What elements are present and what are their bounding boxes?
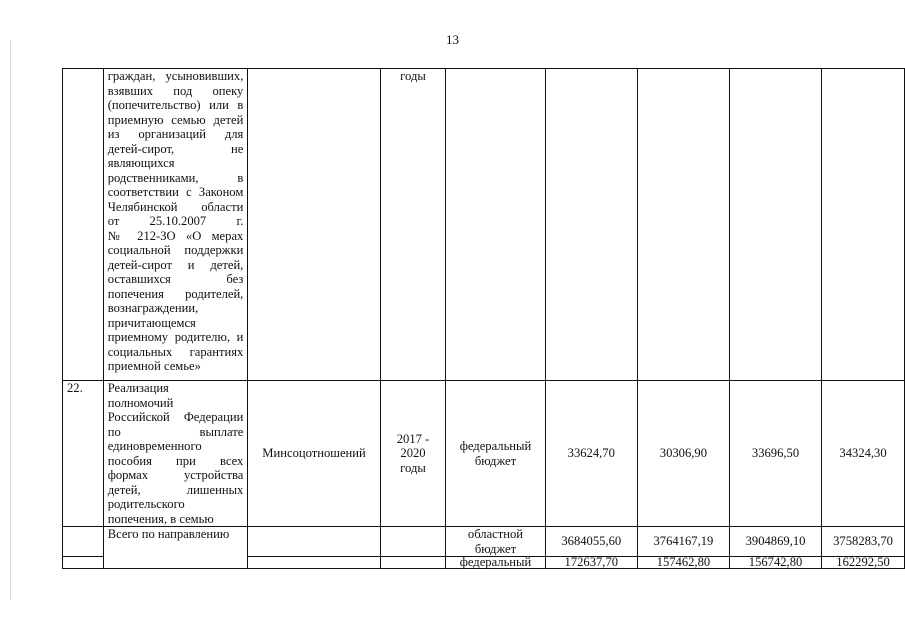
row-number-cell: [63, 69, 104, 381]
name-line: № 212-ЗО «О мерах: [107, 228, 244, 243]
funding-source-cell: [446, 381, 545, 527]
value-2017-cell: [545, 69, 637, 381]
name-line: приемную семью детей: [107, 112, 244, 127]
measure-name-cell: [103, 69, 248, 381]
table-row: [63, 381, 905, 527]
name-line: пособия при всех: [107, 453, 244, 468]
name-line: родительского: [107, 497, 185, 511]
name-line: причитающемся: [107, 315, 196, 330]
value-2017-cell: 33624,70: [545, 381, 637, 527]
name-line: Российской Федерации: [107, 410, 244, 424]
name-line: социальных гарантиях: [107, 344, 244, 359]
funding-source-cell: федеральный: [446, 557, 545, 569]
period-cell: [380, 381, 446, 527]
row-number-cell: [63, 527, 104, 557]
value-2017-cell: 172637,70: [545, 557, 637, 569]
name-line: социальной поддержки: [107, 243, 244, 257]
executor-cell: [248, 527, 380, 557]
value-2018-cell: 3764167,19: [637, 527, 729, 557]
name-line: приемной семье»: [107, 359, 201, 373]
value-2019-cell: [729, 69, 821, 381]
name-line: взявших под опеку: [107, 83, 244, 98]
measures-table: [62, 68, 905, 569]
source-line: областной: [467, 527, 524, 541]
name-line: полномочий: [107, 395, 174, 410]
executor-cell: [248, 557, 380, 569]
name-line: оставшихся без: [107, 272, 244, 286]
period-cell: [380, 557, 446, 569]
source-line: бюджет: [474, 453, 517, 468]
name-line: формах устройства: [107, 468, 244, 482]
row-number-cell: [63, 557, 104, 569]
name-line: являющихся: [107, 156, 175, 170]
name-line: единовременного: [107, 439, 202, 453]
period-line: 2017 -: [396, 431, 430, 446]
page-number: 13: [446, 32, 459, 47]
value-2019-cell: 33696,50: [729, 381, 821, 527]
name-line: Реализация: [107, 381, 169, 395]
value-2017-cell: 3684055,60: [545, 527, 637, 557]
table-row: [63, 527, 905, 557]
name-line: по выплате: [107, 424, 244, 439]
value-2018-cell: 157462,80: [637, 557, 729, 569]
executor-cell: Минсоцотношений: [248, 381, 380, 527]
name-line: Челябинской области: [107, 199, 244, 214]
period-cell: [380, 527, 446, 557]
name-line: (попечительство) или в: [107, 98, 244, 112]
period-line: 2020: [400, 446, 426, 461]
name-line: из организаций для: [107, 127, 244, 141]
value-2020-cell: [822, 69, 905, 381]
name-line: детей-сирот, не: [107, 141, 244, 156]
measure-name-cell: [103, 381, 248, 527]
value-2018-cell: [637, 69, 729, 381]
period-line: годы: [400, 460, 426, 475]
value-2020-cell: 162292,50: [822, 557, 905, 569]
name-line: граждан, усыновивших,: [107, 69, 244, 83]
name-line: попечения родителей,: [107, 286, 244, 301]
name-line: родственниками, в: [107, 170, 244, 185]
row-number-cell: 22.: [63, 381, 104, 527]
name-line: вознаграждении,: [107, 301, 199, 315]
name-line: попечения, в семью: [107, 511, 214, 526]
funding-source-cell: [446, 69, 545, 381]
value-2019-cell: 156742,80: [729, 557, 821, 569]
value-2020-cell: 34324,30: [822, 381, 905, 527]
executor-cell: [248, 69, 380, 381]
name-line: от 25.10.2007 г.: [107, 214, 244, 228]
value-2020-cell: 3758283,70: [822, 527, 905, 557]
name-line: соответствии с Законом: [107, 185, 244, 199]
source-line: федеральный: [459, 439, 532, 453]
period-cell: годы: [380, 69, 446, 381]
value-2018-cell: 30306,90: [637, 381, 729, 527]
binding-margin-line: [10, 40, 11, 600]
total-label-cell: Всего по направлению: [103, 527, 248, 569]
name-line: детей, лишенных: [107, 482, 244, 497]
source-line: бюджет: [474, 541, 517, 556]
name-line: детей-сирот и детей,: [107, 257, 244, 272]
name-line: приемному родителю, и: [107, 330, 244, 344]
table-row: [63, 69, 905, 381]
funding-source-cell: [446, 527, 545, 557]
value-2019-cell: 3904869,10: [729, 527, 821, 557]
